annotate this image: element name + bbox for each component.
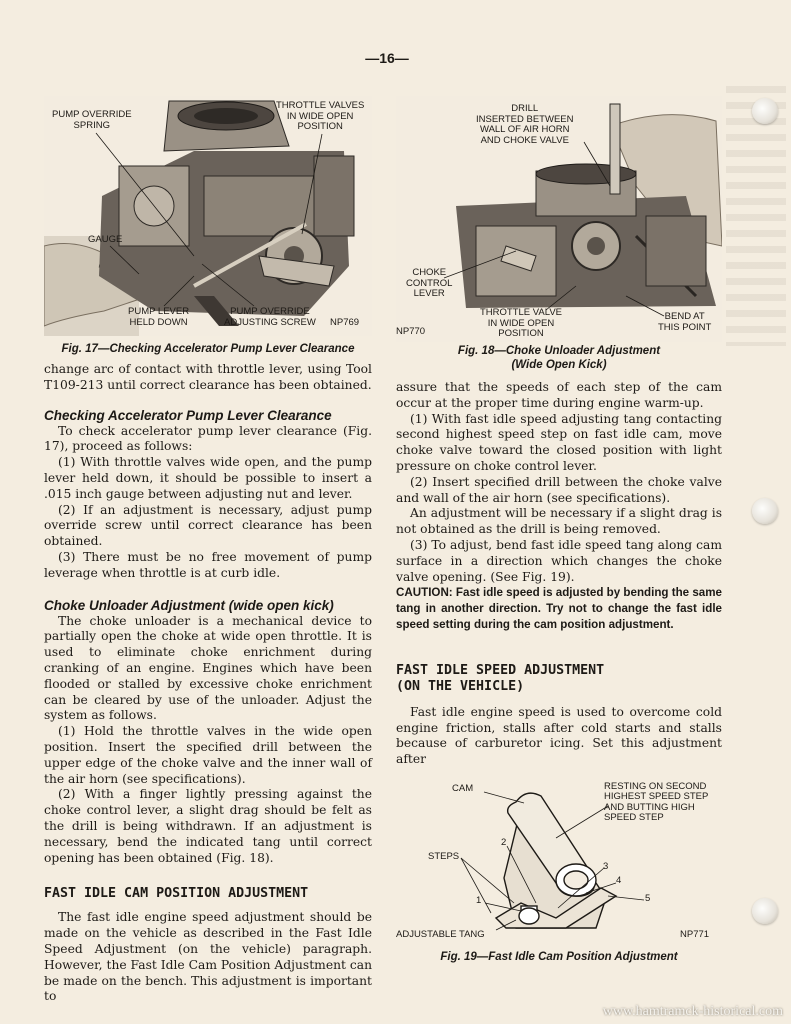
caution-note [396,585,722,632]
label-throttle-valves: THROTTLE VALVES IN WIDE OPEN POSITION [276,100,365,132]
right-p3: (2) Insert specified drill between the choke valve and wall of the air horn (see specifications). [396,474,722,505]
label-step-5: 5 [645,892,651,904]
page-number: —16— [365,50,409,66]
left-intro: change arc of contact with throttle lever, using Tool T109-213 until correct clearance has been obtained. [44,362,372,392]
label-step-2: 2 [501,836,507,848]
label-bend-at-this-point: BEND AT THIS POINT [658,311,712,333]
label-fig17-code: NP769 [330,317,360,328]
label-step-3: 3 [603,860,609,872]
figure-17 [44,96,372,336]
caution-label: CAUTION: [396,586,453,600]
label-pump-override-spring: PUMP OVERRIDE SPRING [52,109,132,131]
right-p4: An adjustment will be necessary if a slight drag is not obtained as the drill is being removed. [396,506,722,537]
label-step-4: 4 [616,874,622,886]
left-p3: (2) If an adjustment is necessary, adjust pump override screw until correct clearance has been obtained. [44,502,372,549]
fig19-caption: Fig. 19—Fast Idle Cam Position Adjustment [440,950,678,963]
fig18-caption-line2: (Wide Open Kick) [511,359,607,371]
figure-18 [396,96,722,342]
left-p4: (3) There must be no free movement of pump leverage when throttle is at curb idle. [44,549,372,580]
label-pump-override-screw: PUMP OVERRIDE ADJUSTING SCREW [224,306,316,328]
binder-hole-top [752,98,778,124]
label-gauge: GAUGE [88,234,123,245]
binder-hole-middle [752,498,778,524]
left-column [44,96,372,1005]
right-column [396,96,722,964]
left-p5: The choke unloader is a mechanical device to partially open the choke at wide open throttle. It is used to eliminate choke enrichment during cranking of an engine. Engines which have been flooded or stalled by excessive choke enrichment can be cleared by use of the unloader. Adjust the system as follows. [44,613,372,723]
right-p5: (3) To adjust, bend fast idle speed tang along cam surface in a direction which changes the choke valve opening. (See Fig. 19). [396,537,722,584]
right-p1: assure that the speeds of each step of the cam occur at the proper time during engine warm-up. [396,380,722,410]
fig17-leader-lines [44,96,372,336]
heading-pump-lever-clearance: Checking Accelerator Pump Lever Clearance [44,407,332,423]
fig18-caption-line1: Fig. 18—Choke Unloader Adjustment [457,345,661,357]
fig18-leader-lines [396,96,722,342]
figure-19 [396,778,722,948]
label-step-1: 1 [476,894,482,906]
label-steps: STEPS [428,850,460,862]
watermark: www.hamtramck-historical.com [602,1004,783,1019]
label-fig18-code: NP770 [396,326,426,337]
label-fig19-code: NP771 [680,928,710,940]
binder-hole-bottom [752,898,778,924]
fig17-caption: Fig. 17—Checking Accelerator Pump Lever Clearance [61,343,355,355]
label-drill: DRILL INSERTED BETWEEN WALL OF AIR HORN AND CHOKE VALVE [476,103,574,146]
label-resting-on-step: RESTING ON SECOND HIGHEST SPEED STEP AND BUTTING HIGH SPEED STEP [604,780,709,824]
left-p7: (2) With a finger lightly pressing against the choke control lever, a slight drag should be felt as the drill is being withdrawn. If an adjustment is necessary, bend the indicated tang until correct opening has been obtained (Fig. 18). [44,787,372,865]
label-throttle-valve-wide-open: THROTTLE VALVE IN WIDE OPEN POSITION [480,307,562,339]
heading-fast-idle-speed-line1: FAST IDLE SPEED ADJUSTMENT [396,662,605,678]
heading-fast-idle-speed-line2: (ON THE VEHICLE) [396,678,525,694]
label-pump-lever: PUMP LEVER HELD DOWN [128,306,190,328]
heading-fast-idle-cam: FAST IDLE CAM POSITION ADJUSTMENT [44,886,309,902]
left-p1: To check accelerator pump lever clearance (Fig. 17), proceed as follows: [44,423,372,454]
label-cam: CAM [452,782,474,794]
right-p2: (1) With fast idle speed adjusting tang contacting second highest speed step on fast idle cam, move choke valve toward the closed position with light pressure on choke control lever. [396,411,722,473]
right-p6: Fast idle engine speed is used to overcome cold engine friction, stalls after cold starts and stalls because of carburetor icing. Set this adjustment after [396,704,722,767]
label-choke-control-lever: CHOKE CONTROL LEVER [406,267,453,299]
heading-choke-unloader: Choke Unloader Adjustment (wide open kick) [44,597,334,613]
left-p2: (1) With throttle valves wide open, and the pump lever held down, it should be possible to insert a .015 inch gauge between adjusting nut and lever. [44,455,372,501]
caution-text: Fast idle speed is adjusted by bending the same tang in another direction. Try not to change the fast idle speed setting during the cam position adjustment. [396,586,722,631]
left-p6: (1) Hold the throttle valves in the wide open position. Insert the specified drill between the upper edge of the choke valve and the inner wall of the air horn (see specifications). [44,724,372,786]
bleed-through-text [726,86,786,346]
label-adjustable-tang: ADJUSTABLE TANG [396,928,485,940]
left-p8: The fast idle engine speed adjustment should be made on the vehicle as described in the Fast Idle Speed Adjustment (on the vehicle) paragraph. However, the Fast Idle Cam Position Adjustment can be made on the bench. This adjustment is important to [44,910,373,1004]
